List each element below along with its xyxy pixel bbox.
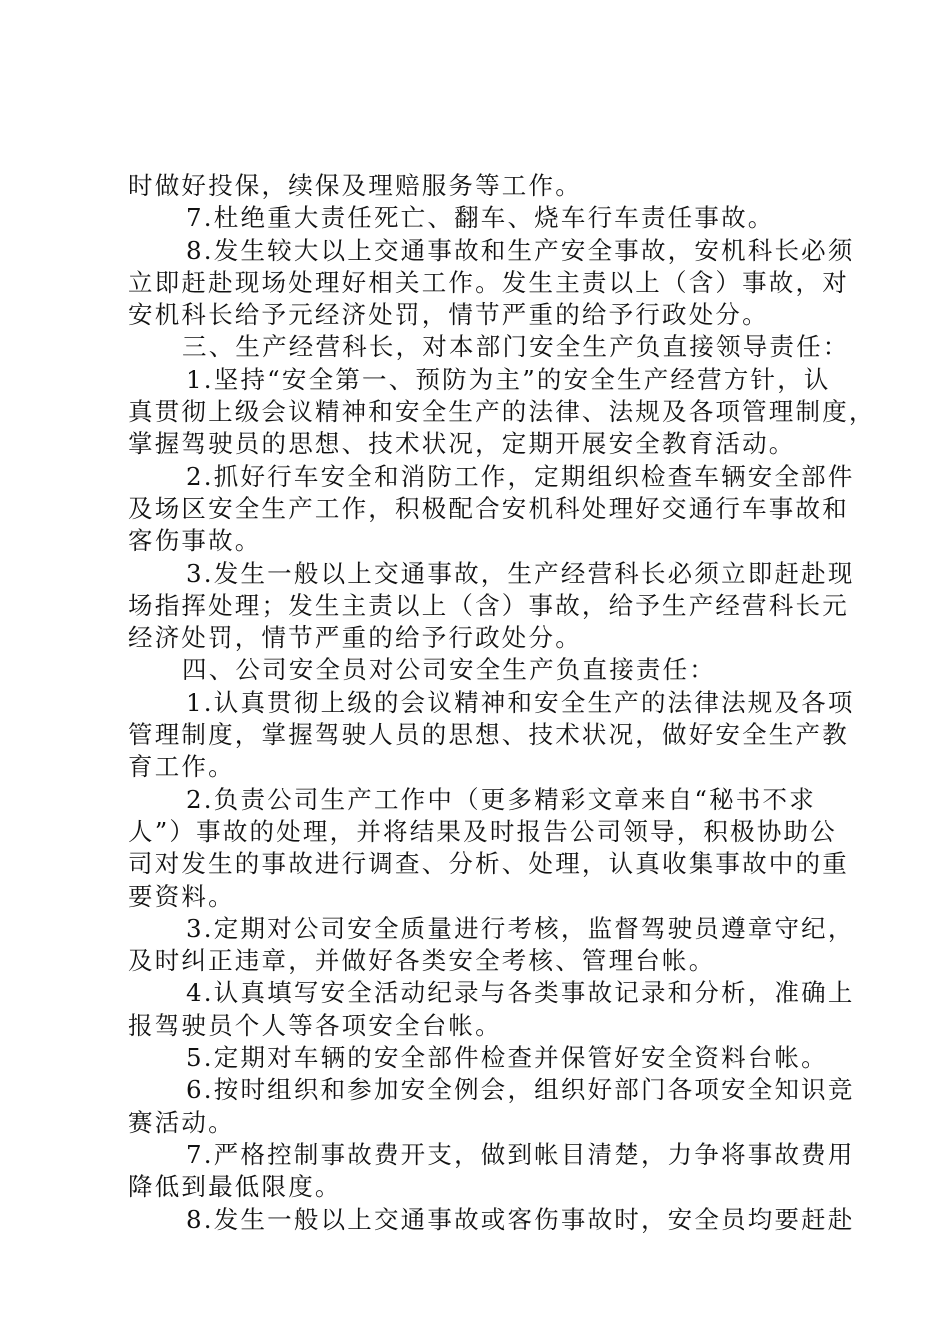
text-line: 掌握驾驶员的思想、技术状况，定期开展安全教育活动。 [128,429,796,459]
text-line: 2.抓好行车安全和消防工作，定期组织检查车辆安全部件 [186,461,855,491]
text-line: 1.坚持“安全第一、预防为主”的安全生产经营方针，认 [186,364,831,394]
text-line: 7.严格控制事故费开支，做到帐目清楚，力争将事故费用 [186,1139,855,1169]
text-line: 客伤事故。 [128,526,262,556]
text-line: 3.定期对公司安全质量进行考核，监督驾驶员遵章守纪， [186,913,855,943]
text-line: 司对发生的事故进行调查、分析、处理，认真收集事故中的重 [128,849,849,879]
text-line: 真贯彻上级会议精神和安全生产的法律、法规及各项管理制度， [128,397,876,427]
text-line: 降低到最低限度。 [128,1172,342,1202]
text-line: 立即赶赴现场处理好相关工作。发生主责以上（含）事故，对 [128,267,849,297]
text-line: 场指挥处理；发生主责以上（含）事故，给予生产经营科长元 [128,590,849,620]
text-line: 1.认真贯彻上级的会议精神和安全生产的法律法规及各项 [186,687,855,717]
text-line: 育工作。 [128,752,235,782]
text-line: 安机科长给予元经济处罚，情节严重的给予行政处分。 [128,300,769,330]
text-line: 经济处罚，情节严重的给予行政处分。 [128,623,582,653]
text-line: 四、公司安全员对公司安全生产负直接责任： [182,655,716,685]
text-line: 6.按时组织和参加安全例会，组织好部门各项安全知识竞 [186,1075,855,1105]
text-line: 4.认真填写安全活动纪录与各类事故记录和分析，准确上 [186,978,855,1008]
text-line: 要资料。 [128,881,235,911]
text-line: 人”）事故的处理，并将结果及时报告公司领导，积极协助公 [128,816,837,846]
text-line: 赛活动。 [128,1107,235,1137]
text-line: 7.杜绝重大责任死亡、翻车、烧车行车责任事故。 [186,203,775,233]
text-line: 报驾驶员个人等各项安全台帐。 [128,1010,502,1040]
text-line: 3.发生一般以上交通事故，生产经营科长必须立即赶赴现 [186,558,855,588]
text-line: 2.负责公司生产工作中（更多精彩文章来自“秘书不求 [186,784,816,814]
text-line: 8.发生较大以上交通事故和生产安全事故，安机科长必须 [186,235,855,265]
text-line: 5.定期对车辆的安全部件检查并保管好安全资料台帐。 [186,1043,828,1073]
text-line: 管理制度，掌握驾驶人员的思想、技术状况，做好安全生产教 [128,720,849,750]
text-line: 及时纠正违章，并做好各类安全考核、管理台帐。 [128,946,716,976]
text-line: 三、生产经营科长，对本部门安全生产负直接领导责任： [182,332,850,362]
text-line: 8.发生一般以上交通事故或客伤事故时，安全员均要赶赴 [186,1204,855,1234]
text-line: 时做好投保，续保及理赔服务等工作。 [128,171,582,200]
document-body [128,170,876,1236]
text-line: 及场区安全生产工作，积极配合安机科处理好交通行车事故和 [128,493,849,523]
